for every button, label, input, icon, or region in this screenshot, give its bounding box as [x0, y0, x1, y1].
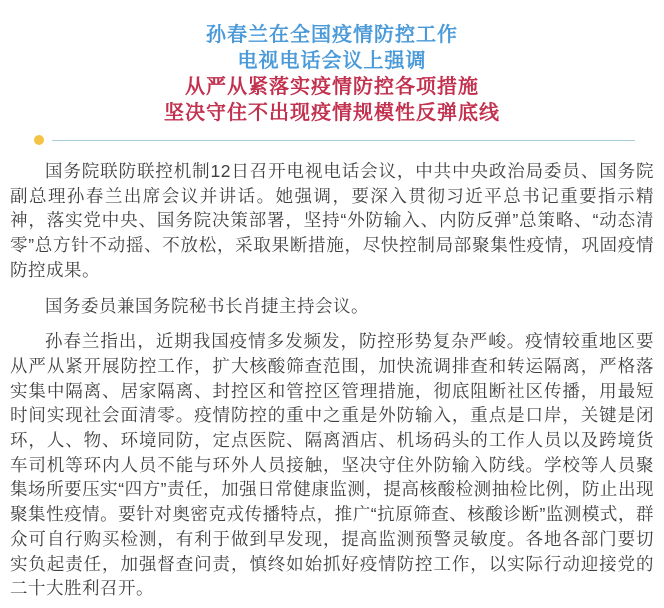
- divider-line: [52, 140, 635, 141]
- paragraph-1: 国务院联防联控机制12日召开电视电话会议，中共中央政治局委员、国务院副总理孙春兰出席会议并讲话。她强调，要深入贯彻习近平总书记重要指示精神，落实党中央、国务院决策部署，坚持“外防输入、内防反弹”总策略、“动态清零”总方针不动摇、不放松，采取果断措施，尽快控制局部聚集性疫情，巩固疫情防控成果。: [10, 161, 654, 280]
- article-page: [0, 22, 664, 601]
- title-line-3: 从严从紧落实疫情防控各项措施: [185, 76, 479, 98]
- paragraph-2: 国务委员兼国务院秘书长肖捷主持会议。: [45, 295, 369, 316]
- title-line-1: 孙春兰在全国疫情防控工作: [206, 24, 458, 46]
- title-line-4: 坚决守住不出现疫情规模性反弹底线: [164, 102, 500, 124]
- title-line-2: 电视电话会议上强调: [237, 50, 427, 72]
- article-body: [10, 159, 654, 601]
- bullet-dot-icon: [34, 135, 44, 145]
- title-divider: [34, 135, 635, 145]
- paragraph-3: 孙春兰指出，近期我国疫情多发频发，防控形势复杂严峻。疫情较重地区要从严从紧开展防控工作，扩大核酸筛查范围，加快流调排查和转运隔离，严格落实集中隔离、居家隔离、封控区和管控区管理措施，彻底阻断社区传播，用最短时间实现社会面清零。疫情防控的重中之重是外防输入，重点是口岸，关键是闭环，人、物、环境同防，定点医院、隔离酒店、机场码头的工作人员以及跨境货车司机等环内人员不能与环外人员接触，坚决守住外防输入防线。学校等人员聚集场所要压实“四方”责任，加强日常健康监测，提高核酸检测抽检比例，防止出现聚集性疫情。要针对奥密克戎传播特点，推广“抗原筛查、核酸诊断”监测模式，群众可自行购买检测，有利于做到早发现，提高监测预警灵敏度。各地各部门要切实负起责任，加强督查问责，慎终如始抓好疫情防控工作，以实际行动迎接党的二十大胜利召开。: [10, 331, 654, 599]
- article-title: [10, 22, 654, 126]
